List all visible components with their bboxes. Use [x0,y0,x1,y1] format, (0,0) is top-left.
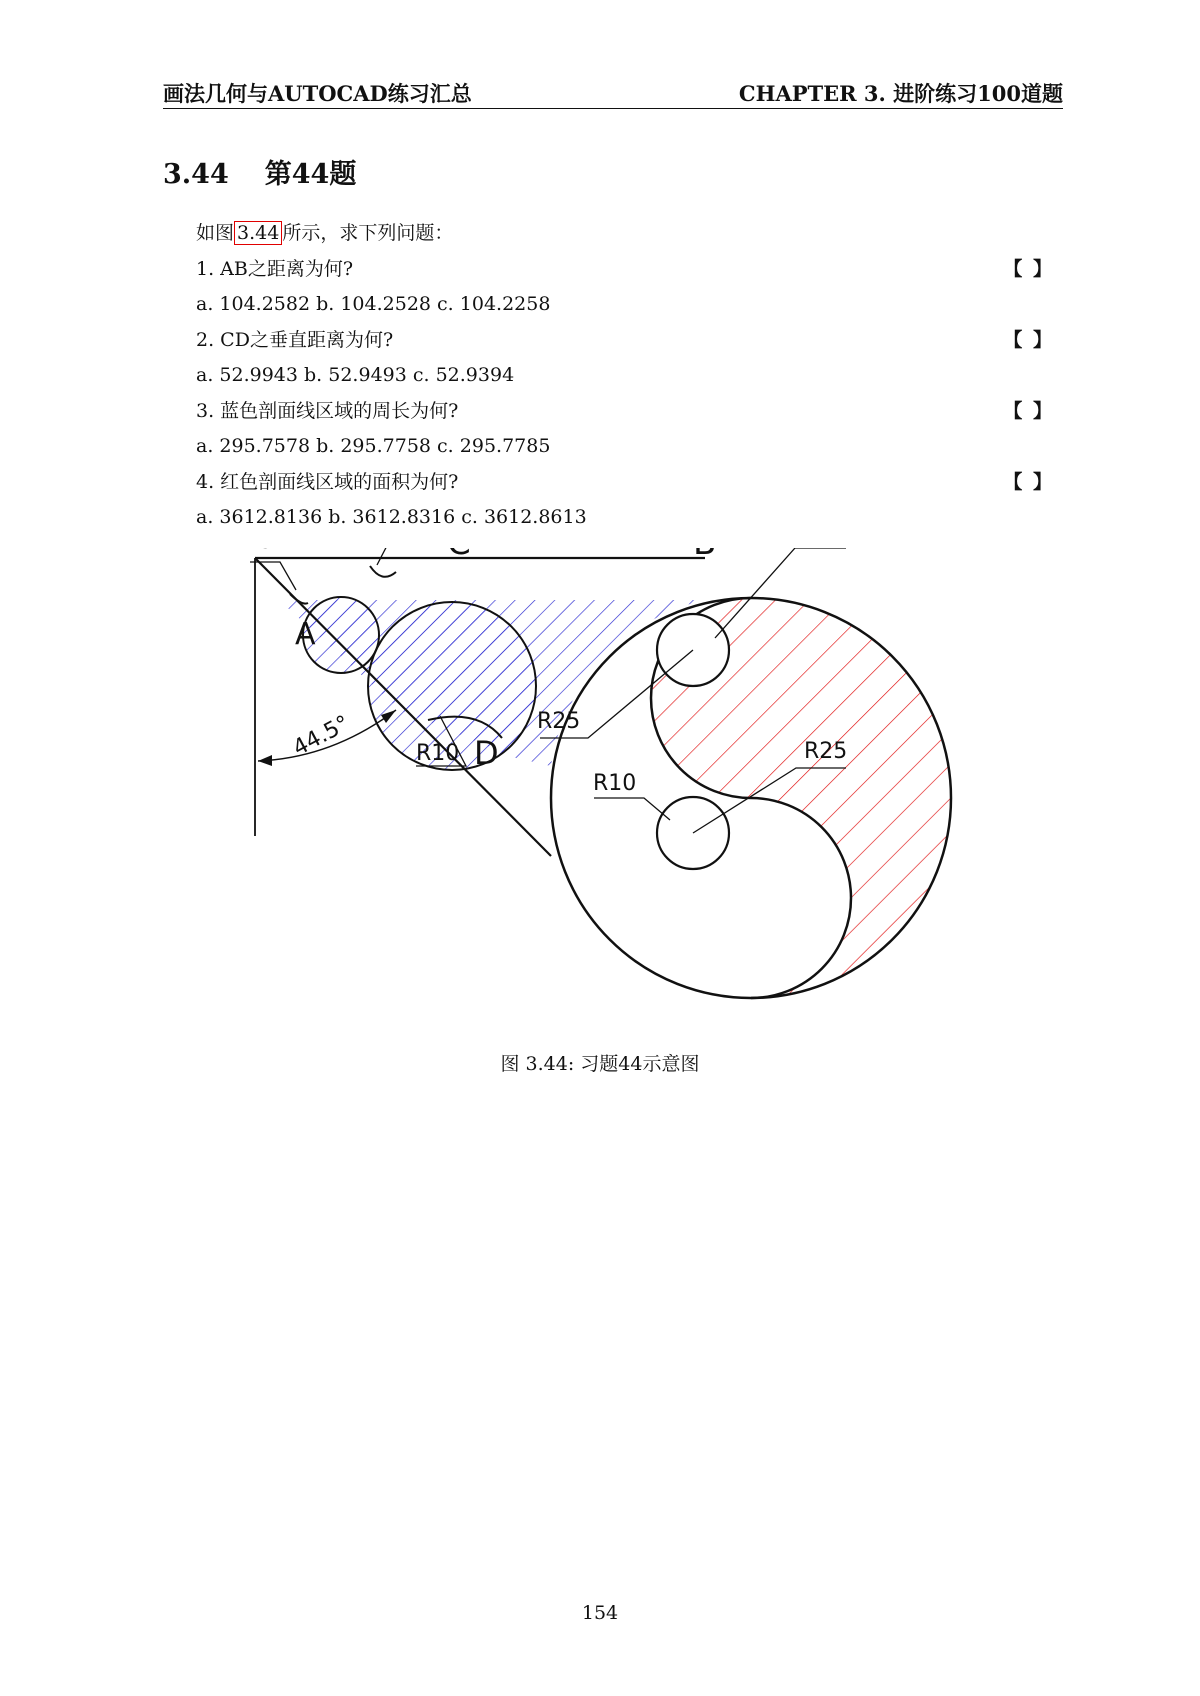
label-point-b [693,548,716,563]
question-text: 3. 蓝色剖面线区域的周长为何? [196,399,459,422]
page-number: 154 [581,1602,619,1624]
section-number: 3.44 [163,159,229,190]
question-2 [196,325,1062,361]
figure-3-44 [250,548,980,1018]
intro-line [196,218,1062,254]
header-chapter: CHAPTER 3. 进阶练习100道题 [738,81,1063,106]
figure-caption: 图 3.44: 习题44示意图 [500,1053,700,1075]
label-r10-bottom: R10 [593,771,637,796]
leader-r10-bottom [594,798,670,820]
answer-bracket: 【 】 [1003,470,1054,493]
figure-ref-link[interactable]: 3.44 [234,221,282,245]
question-1 [196,254,1062,290]
section-title [163,152,356,191]
question-4 [196,467,1062,503]
question-text: 2. CD之垂直距离为何? [196,328,394,351]
options-3 [196,431,1062,467]
options-4 [196,502,1062,538]
question-block [196,218,1062,538]
options-text: a. 104.2582 b. 104.2528 c. 104.2258 [196,293,551,315]
label-r25-right: R25 [804,739,848,764]
leader-r5 [377,548,426,565]
answer-bracket: 【 】 [1003,328,1054,351]
label-point-a: A [295,617,316,652]
options-text: a. 52.9943 b. 52.9493 c. 52.9394 [196,364,515,386]
options-text: a. 3612.8136 b. 3612.8316 c. 3612.8613 [196,506,587,528]
section-name: 第44题 [264,159,357,190]
geometry-drawing [250,548,980,1018]
answer-bracket: 【 】 [1003,257,1054,280]
angle-arrow-left [258,755,272,766]
intro-suffix: 所示，求下列问题： [282,222,454,244]
intro-prefix: 如图 [196,222,235,244]
label-point-c [447,548,471,563]
label-angle: 44.5° [289,711,354,762]
label-r3 [250,548,273,554]
question-text: 1. AB之距离为何? [196,257,354,280]
options-1 [196,289,1062,325]
options-2 [196,360,1062,396]
options-text: a. 295.7578 b. 295.7758 c. 295.7785 [196,435,551,457]
label-r25-left: R25 [537,709,581,734]
fillet-r5 [370,566,396,577]
label-r10-left: R10 [416,741,460,766]
header-book-title: 画法几何与AUTOCAD练习汇总 [163,81,472,106]
question-3 [196,396,1062,432]
question-text: 4. 红色剖面线区域的面积为何? [196,470,459,493]
page-header [163,74,1063,109]
label-point-d: D [474,734,499,772]
answer-bracket: 【 】 [1003,399,1054,422]
